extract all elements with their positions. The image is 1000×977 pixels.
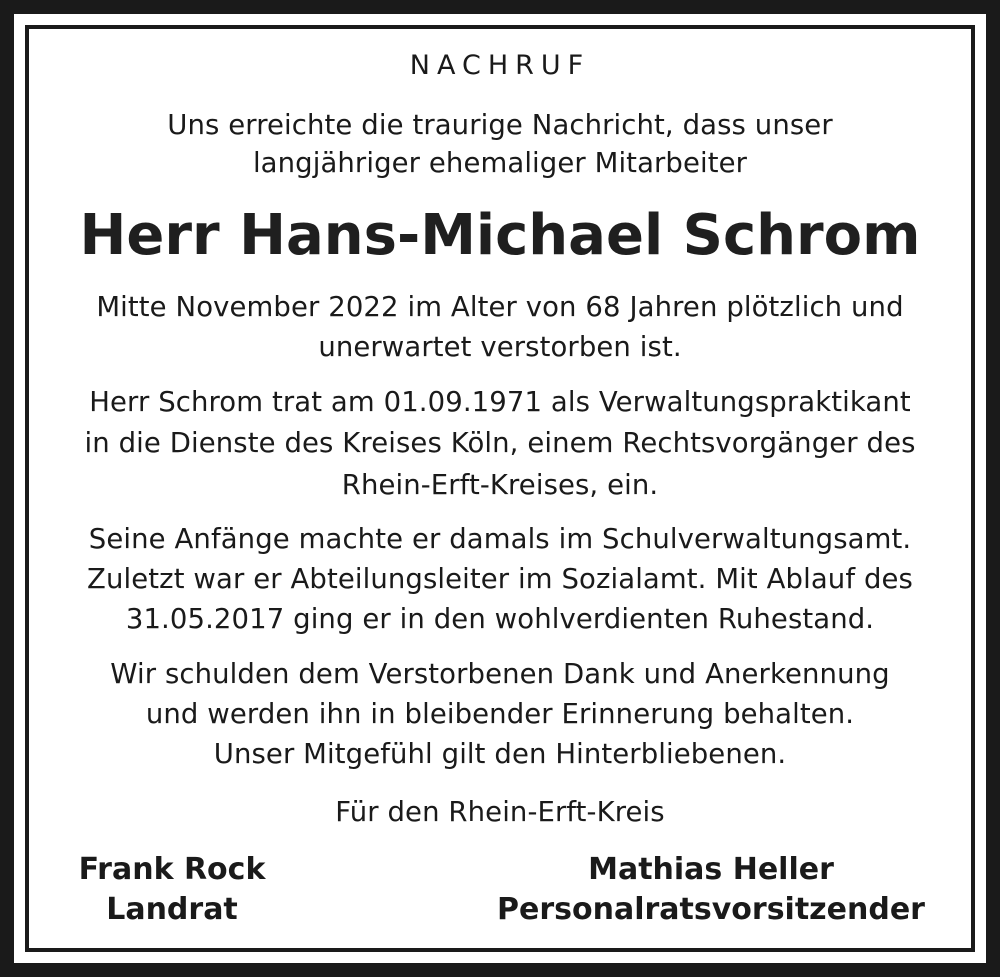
signatory-1-title: Landrat xyxy=(106,892,238,927)
death-line-1: Mitte November 2022 im Alter von 68 Jahren plötzlich und xyxy=(96,291,904,323)
closing-line-3: Unser Mitgefühl gilt den Hinterbliebenen. xyxy=(213,738,787,770)
heading: NACHRUF xyxy=(409,50,591,81)
signatory-2-name: Mathias Heller xyxy=(588,852,834,887)
intro-line-2: langjähriger ehemaliger Mitarbeiter xyxy=(252,147,748,179)
career-line-2: in die Dienste des Kreises Köln, einem Rechtsvorgänger des xyxy=(84,427,916,459)
career-line-1: Herr Schrom trat am 01.09.1971 als Verwaltungspraktikant xyxy=(89,386,911,418)
closing-line-1: Wir schulden dem Verstorbenen Dank und Anerkennung xyxy=(110,658,890,690)
deceased-name: Herr Hans-Michael Schrom xyxy=(79,203,921,268)
signatory-1-name: Frank Rock xyxy=(78,852,266,887)
signatory-2-title: Personalratsvorsitzender xyxy=(497,892,925,927)
on-behalf-line: Für den Rhein-Erft-Kreis xyxy=(335,796,665,828)
career2-line-1: Seine Anfänge machte er damals im Schulverwaltungsamt. xyxy=(88,523,912,555)
death-line-2: unerwartet verstorben ist. xyxy=(318,331,682,363)
closing-line-2: und werden ihn in bleibender Erinnerung behalten. xyxy=(145,698,855,730)
career2-line-3: 31.05.2017 ging er in den wohlverdienten Ruhestand. xyxy=(125,603,875,635)
intro-line-1: Uns erreichte die traurige Nachricht, dass unser xyxy=(167,109,833,141)
career2-line-2: Zuletzt war er Abteilungsleiter im Sozialamt. Mit Ablauf des xyxy=(87,563,913,595)
career-line-3: Rhein-Erft-Kreises, ein. xyxy=(341,469,659,501)
